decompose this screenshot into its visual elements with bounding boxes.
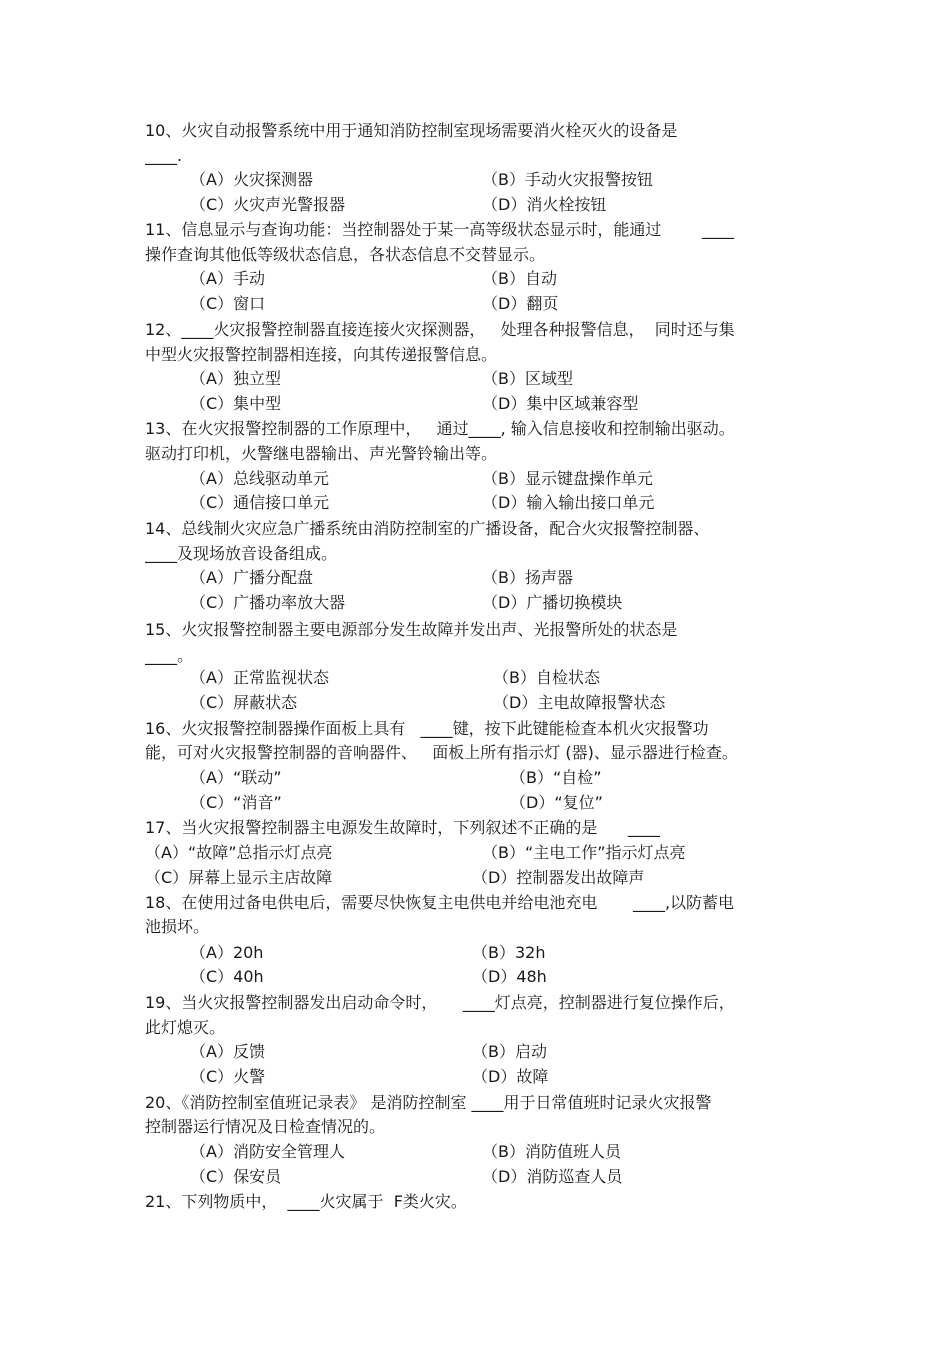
question-18-option-a: （A）20h [190, 943, 264, 962]
question-17-text: 17、当火灾报警控制器主电源发生故障时，下列叙述不正确的是 ____ [145, 818, 660, 837]
question-16-option-a: （A）“联动” [190, 768, 282, 787]
question-12-option-b: （B）区域型 [482, 369, 573, 388]
question-13-option-b: （B）显示键盘操作单元 [482, 469, 653, 488]
question-17-option-b: （B）“主电工作”指示灯点亮 [482, 843, 686, 862]
question-10-text-cont: ____. [145, 146, 183, 165]
question-19-text: 19、当火灾报警控制器发出启动命令时， ____灯点亮，控制器进行复位操作后， [145, 993, 735, 1012]
question-18-option-d: （D）48h [472, 967, 547, 986]
question-13-text-cont: 驱动打印机，火警继电器输出、声光警铃输出等。 [145, 444, 498, 463]
question-20-option-c: （C）保安员 [190, 1167, 282, 1186]
question-13-option-a: （A）总线驱动单元 [190, 469, 329, 488]
question-19-option-a: （A）反馈 [190, 1042, 265, 1061]
question-13-option-d: （D）输入输出接口单元 [482, 493, 655, 512]
question-19-option-b: （B）启动 [472, 1042, 547, 1061]
question-19-option-c: （C）火警 [190, 1067, 266, 1086]
question-20-option-a: （A）消防安全管理人 [190, 1142, 345, 1161]
question-20-text: 20、《消防控制室值班记录表》 是消防控制室 ____用于日常值班时记录火灾报警 [145, 1093, 712, 1112]
question-18-text-cont: 池损坏。 [145, 917, 210, 936]
question-12-text-cont: 中型火灾报警控制器相连接，向其传递报警信息。 [145, 345, 498, 364]
question-14-text-cont: ____及现场放音设备组成。 [145, 544, 338, 563]
question-15-option-a: （A）正常监视状态 [190, 668, 329, 687]
question-10-option-b: （B）手动火灾报警按钮 [482, 170, 653, 189]
question-17-option-d: （D）控制器发出故障声 [472, 868, 645, 887]
question-19-text-cont: 此灯熄灭。 [145, 1018, 226, 1037]
question-12-option-c: （C）集中型 [190, 394, 282, 413]
question-14-option-c: （C）广播功率放大器 [190, 593, 346, 612]
question-15-option-c: （C）屏蔽状态 [190, 693, 298, 712]
question-14-text: 14、总线制火灾应急广播系统由消防控制室的广播设备，配合火灾报警控制器、 [145, 519, 710, 538]
question-15-option-b: （B）自检状态 [493, 668, 600, 687]
question-13-option-c: （C）通信接口单元 [190, 493, 330, 512]
question-20-option-d: （D）消防巡查人员 [482, 1167, 623, 1186]
question-11-option-d: （D）翻页 [482, 294, 559, 313]
question-14-option-d: （D）广播切换模块 [482, 593, 623, 612]
question-16-text: 16、火灾报警控制器操作面板上具有 ____键，按下此键能检查本机火灾报警功 [145, 719, 709, 738]
question-15-option-d: （D）主电故障报警状态 [493, 693, 666, 712]
question-17-option-c: （C）屏幕上显示主店故障 [145, 868, 333, 887]
question-11-option-c: （C）窗口 [190, 294, 266, 313]
question-12-option-a: （A）独立型 [190, 369, 281, 388]
question-16-option-c: （C）“消音” [190, 793, 282, 812]
question-18-option-c: （C）40h [190, 967, 264, 986]
question-11-option-b: （B）自动 [482, 269, 557, 288]
question-14-option-b: （B）扬声器 [482, 568, 573, 587]
question-17-option-a: （A）“故障”总指示灯点亮 [145, 843, 333, 862]
question-11-option-a: （A）手动 [190, 269, 265, 288]
question-10-option-c: （C）火灾声光警报器 [190, 195, 346, 214]
question-10-option-a: （A）火灾探测器 [190, 170, 313, 189]
question-16-option-b: （B）“自检” [510, 768, 602, 787]
question-11-text: 11、信息显示与查询功能：当控制器处于某一高等级状态显示时，能通过 ____ [145, 220, 735, 239]
question-20-text-cont: 控制器运行情况及日检查情况的。 [145, 1117, 386, 1136]
question-10-text: 10、火灾自动报警系统中用于通知消防控制室现场需要消火栓灭火的设备是 [145, 121, 678, 140]
question-10-option-d: （D）消火栓按钮 [482, 195, 607, 214]
question-13-text: 13、在火灾报警控制器的工作原理中， 通过____, 输入信息接收和控制输出驱动。 [145, 419, 735, 438]
question-11-text-cont: 操作查询其他低等级状态信息，各状态信息不交替显示。 [145, 245, 546, 264]
question-12-text: 12、____火灾报警控制器直接连接火灾探测器， 处理各种报警信息， 同时还与集 [145, 320, 735, 339]
question-21-text: 21、下列物质中， ____火灾属于 F类火灾。 [145, 1192, 467, 1211]
question-14-option-a: （A）广播分配盘 [190, 568, 313, 587]
question-15-text-cont: ____。 [145, 646, 194, 665]
question-19-option-d: （D）故障 [472, 1067, 549, 1086]
question-20-option-b: （B）消防值班人员 [482, 1142, 621, 1161]
question-16-text-cont: 能，可对火灾报警控制器的音响器件、 面板上所有指示灯 (器)、显示器进行检查。 [145, 743, 738, 762]
question-12-option-d: （D）集中区域兼容型 [482, 394, 639, 413]
question-18-option-b: （B）32h [472, 943, 546, 962]
question-15-text: 15、火灾报警控制器主要电源部分发生故障并发出声、光报警所处的状态是 [145, 620, 678, 639]
question-16-option-d: （D）“复位” [510, 793, 603, 812]
question-18-text: 18、在使用过备电供电后，需要尽快恢复主电供电并给电池充电 ____,以防蓄电 [145, 893, 735, 912]
